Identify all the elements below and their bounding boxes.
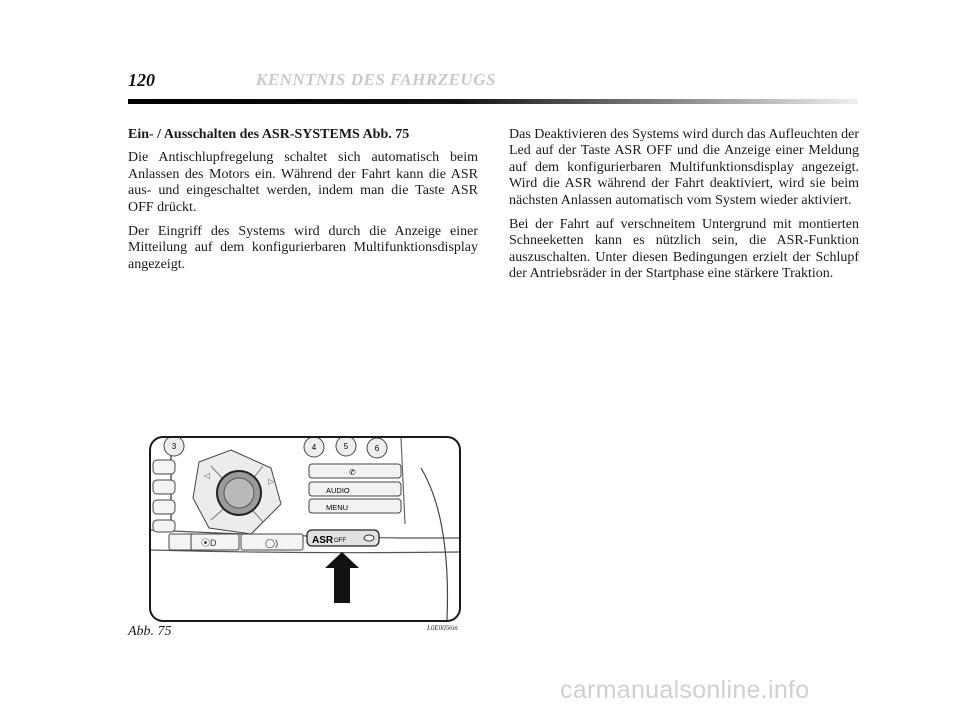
arrow-icon (325, 552, 359, 603)
svg-text:MENU: MENU (326, 503, 349, 512)
rotary-knob (193, 450, 281, 534)
svg-text:6: 6 (374, 444, 380, 453)
figure-asr-button (149, 436, 461, 622)
lower-buttons (169, 534, 303, 550)
svg-text:5: 5 (343, 442, 349, 451)
svg-text:ASR: ASR (312, 535, 334, 546)
figure-code: L0E0056m (427, 624, 458, 632)
paragraph: Der Eingriff des Systems wird durch die Anzeige einer Mitteilung auf dem konfigurierbaren Multifunktionsdisplay angezeigt. (128, 224, 478, 272)
watermark: carmanualsonline.info (560, 676, 810, 704)
paragraph: Das Deaktivieren des Systems wird durch das Aufleuchten der Led auf der Taste ASR OFF und die Anzeige einer Meldung auf dem konfigurierbaren Multifunktionsdisplay angezeigt. Wird die ASR während der Fahrt deaktiviert, wird sie beim nächsten Anlassen automatisch vom System wieder aktiviert. (509, 127, 859, 208)
svg-text:◯): ◯) (265, 538, 279, 548)
svg-text:⦿D: ⦿D (201, 538, 217, 548)
paragraph: Bei der Fahrt auf verschneitem Untergrund mit montierten Schneeketten kann es nützlich sein, die ASR-Funktion auszuschalten. Unter diesen Bedingungen erzielt der Schlupf der Antriebsräder in der Startphase eine stärkere Traktion. (509, 217, 859, 282)
left-column (128, 127, 478, 281)
audio-button (309, 482, 401, 496)
right-column (509, 127, 859, 291)
svg-text:OFF: OFF (334, 538, 346, 544)
section-heading: Ein- / Ausschalten des ASR-SYSTEMS Abb. 75 (128, 127, 410, 142)
header-rule (128, 99, 858, 104)
paragraph: Die Antischlupfregelung schaltet sich automatisch beim Anlassen des Motors ein. Während der Fahrt kann die ASR aus- und eingeschaltet werden, indem man die Taste ASR OFF drückt. (128, 150, 478, 215)
svg-text:✆: ✆ (349, 468, 356, 477)
page-number: 120 (128, 70, 155, 90)
svg-text:◁: ◁ (204, 471, 211, 480)
asr-off-button (307, 530, 379, 546)
svg-text:3: 3 (171, 442, 177, 451)
running-title: KENNTNIS DES FAHRZEUGS (256, 70, 496, 89)
svg-text:AUDIO: AUDIO (326, 486, 350, 495)
preset-buttons (164, 438, 387, 458)
svg-text:▷: ▷ (268, 477, 275, 486)
menu-button (309, 499, 401, 513)
side-buttons (153, 460, 175, 532)
svg-text:4: 4 (311, 443, 317, 452)
figure-caption: Abb. 75 (128, 624, 172, 639)
function-buttons (309, 464, 401, 513)
